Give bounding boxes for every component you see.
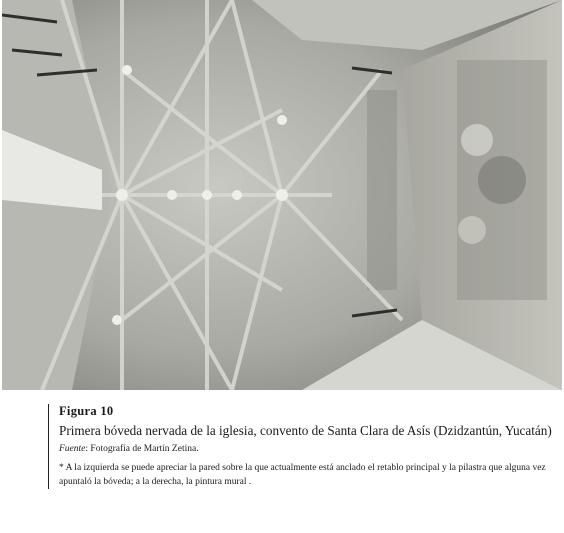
figure-title: Primera bóveda nervada de la iglesia, convento de Santa Clara de Asís (Dzidzantún, Yucatán): [59, 423, 552, 438]
figure-label: Figura 10: [59, 404, 114, 418]
figure-caption: [48, 404, 560, 489]
figure-source: [59, 444, 560, 454]
figure-note: * A la izquierda se puede apreciar la pared sobre la que actualmente está anclado el retablo principal y la pilastra que alguna vez apuntaló la bóveda; a la derecha, la pintura mural .: [59, 463, 546, 487]
source-label: Fuente: [59, 444, 86, 454]
vault-photograph: [2, 0, 562, 390]
source-text: : Fotografía de Martín Zetina.: [85, 444, 199, 454]
